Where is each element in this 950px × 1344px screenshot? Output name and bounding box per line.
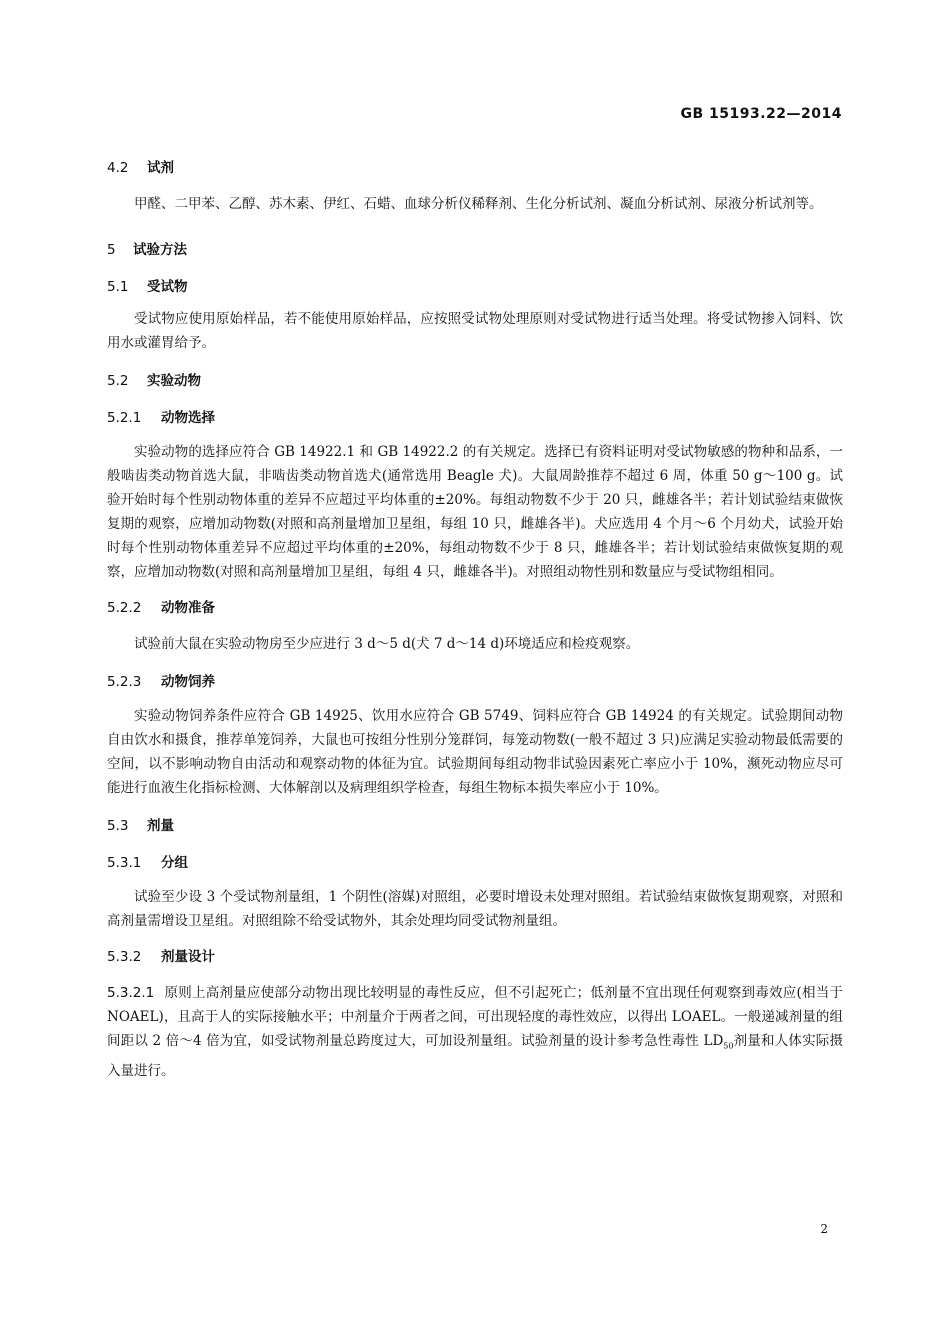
clause-number: 5.3.2.1: [107, 985, 155, 1001]
section-5-2-heading: [107, 371, 843, 391]
section-title: 动物准备: [161, 600, 215, 616]
section-5-2-1-text: 实验动物的选择应符合 GB 14922.1 和 GB 14922.2 的有关规定。选择已有资料证明对受试物敏感的物种和品系，一般啮齿类动物首选大鼠，非啮齿类动物首选犬(通常选用 Beagle 犬)。大鼠周龄推荐不超过 6 周，体重 50 g～100 g。试验开始时每个性别动物体重的差异不应超过平均体重的±20%。每组动物数不少于 20 只，雌雄各半；若计划试验结束做恢复期的观察，应增加动物数(对照和高剂量增加卫星组，每组 10 只，雌雄各半)。犬应选用 4 个月～6 个月幼犬，试验开始时每个性别动物体重差异不应超过平均体重的±20%，每组动物数不少于 8 只，雌雄各半；若计划试验结束做恢复期的观察，应增加动物数(对照和高剂量增加卫星组，每组 4 只，雌雄各半)。对照组动物性别和数量应与受试物组相同。: [107, 444, 843, 580]
section-title: 动物选择: [161, 410, 215, 426]
section-5-1-text: 受试物应使用原始样品，若不能使用原始样品，应按照受试物处理原则对受试物进行适当处理。将受试物掺入饲料、饮用水或灌胃给予。: [107, 311, 843, 351]
section-title: 实验动物: [147, 373, 201, 389]
section-number: 5.3.2: [107, 949, 142, 965]
section-number: 5: [107, 242, 116, 258]
section-number: 5.3.1: [107, 855, 142, 871]
section-5-2-2-text: 试验前大鼠在实验动物房至少应进行 3 d～5 d(犬 7 d～14 d)环境适应和检疫观察。: [134, 636, 640, 652]
page-number: 2: [820, 1222, 828, 1236]
section-5-3-2-1-text: [107, 981, 843, 1083]
section-5-3-heading: [107, 816, 843, 836]
section-title: 受试物: [147, 279, 188, 295]
section-5-3-1-heading: [107, 853, 843, 873]
clause-text-part-b: 剂量和人体实际摄入量进行。: [107, 1033, 844, 1079]
section-5-2-3-heading: [107, 672, 843, 692]
section-number: 5.2.1: [107, 410, 142, 426]
section-5-1-heading: [107, 277, 843, 297]
section-5-2-3-text: 实验动物饲养条件应符合 GB 14925、饮用水应符合 GB 5749、饲料应符合 GB 14924 的有关规定。试验期间动物自由饮水和摄食，推荐单笼饲养，大鼠也可按组分性别分笼群饲，每笼动物数(一般不超过 3 只)应满足实验动物最低需要的空间，以不影响动物自由活动和观察动物的体征为宜。试验期间每组动物非试验因素死亡率应小于 10%，濒死动物应尽可能进行血液生化指标检测、大体解剖以及病理组织学检查，每组生物标本损失率应小于 10%。: [107, 708, 843, 796]
section-title: 试剂: [147, 160, 174, 176]
section-4-2-text: 甲醛、二甲苯、乙醇、苏木素、伊红、石蜡、血球分析仪稀释剂、生化分析试剂、凝血分析试剂、尿液分析试剂等。: [134, 196, 823, 212]
section-number: 5.2.2: [107, 600, 142, 616]
section-4-2-heading: [107, 158, 843, 178]
section-title: 分组: [161, 855, 188, 871]
section-5-3-2-heading: [107, 947, 843, 967]
ld50-subscript: 50: [723, 1041, 734, 1051]
section-title: 剂量设计: [161, 949, 215, 965]
section-title: 试验方法: [133, 242, 187, 258]
page-content: [107, 150, 843, 1083]
section-title: 剂量: [147, 818, 174, 834]
section-5-3-1-text: 试验至少设 3 个受试物剂量组，1 个阴性(溶媒)对照组，必要时增设未处理对照组。若试验结束做恢复期观察，对照和高剂量需增设卫星组。对照组除不给受试物外，其余处理均同受试物剂量组。: [107, 889, 843, 929]
section-5-2-1-heading: [107, 408, 843, 428]
section-5-2-2-heading: [107, 598, 843, 618]
section-number: 5.2.3: [107, 674, 142, 690]
section-number: 5.1: [107, 279, 129, 295]
section-number: 5.2: [107, 373, 129, 389]
standard-number: GB 15193.22—2014: [680, 106, 842, 122]
section-title: 动物饲养: [161, 674, 215, 690]
section-number: 5.3: [107, 818, 129, 834]
section-5-heading: [107, 240, 843, 260]
clause-text-part-a: 原则上高剂量应使部分动物出现比较明显的毒性反应，但不引起死亡；低剂量不宜出现任何观察到毒效应(相当于 NOAEL)，且高于人的实际接触水平；中剂量介于两者之间，可出现轻度的毒性效应，以得出 LOAEL。一般递减剂量的组间距以 2 倍～4 倍为宜，如受试物剂量总跨度过大，可加设剂量组。试验剂量的设计参考急性毒性 LD: [107, 985, 843, 1049]
section-number: 4.2: [107, 160, 129, 176]
